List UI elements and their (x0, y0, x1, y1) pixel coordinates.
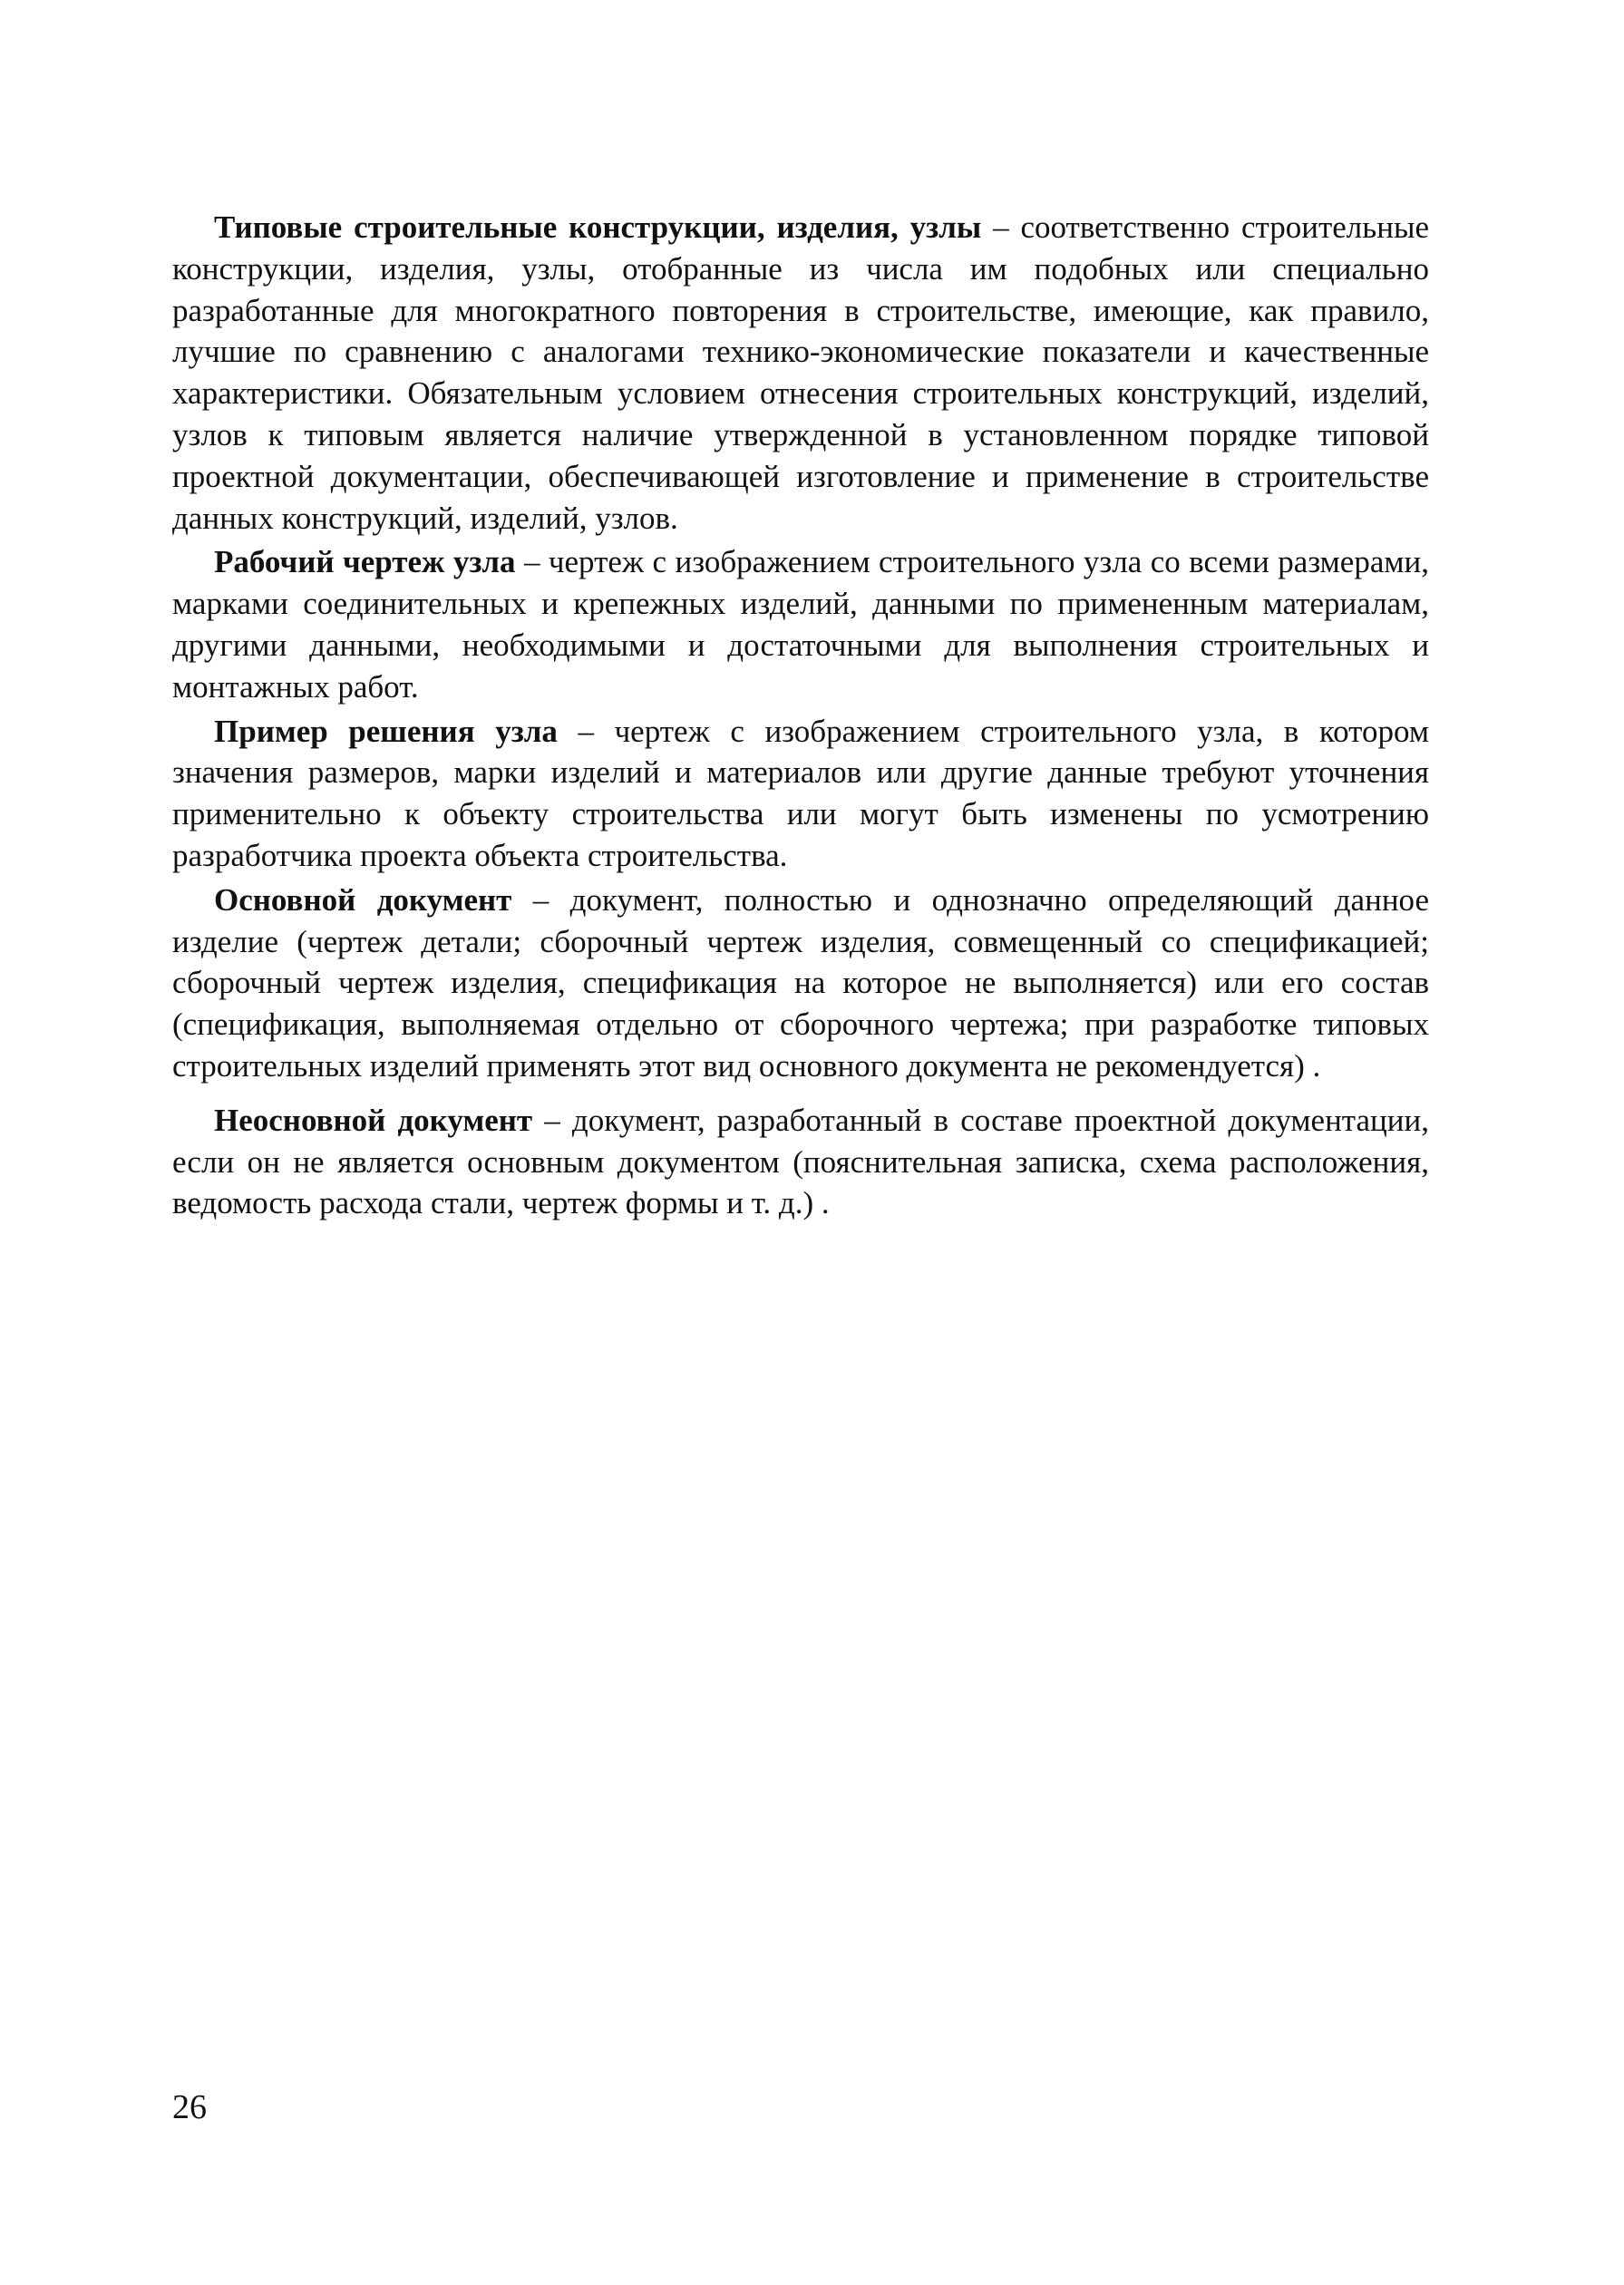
definition-paragraph (172, 541, 1429, 707)
definition-term: Рабочий чертеж узла (214, 544, 516, 580)
definition-text: – документ, полностью и однозначно определяющий данное изделие (чертеж детали; сборочный чертеж изделия, совмещенный со спецификацией; сборочный чертеж изделия, спецификация на которое не выполняется) или его состав (спецификация, выполняемая отдельно от сборочного чертежа; при разработке типовых строительных изделий применять этот вид основного документа не рекомендуется) . (172, 881, 1430, 1084)
definition-text: – чертеж с изображением строительного узла, в котором значения размеров, марки изделий и материалов или другие данные требуют уточнения применительно к объекту строительства или могут быть изменены по усмотрению разработчика проекта объекта строительства. (172, 713, 1429, 873)
definitions-text (172, 207, 1429, 1224)
definition-paragraph (172, 1100, 1429, 1224)
definition-text: – соответственно строительные конструкции, изделия, узлы, отобранные из числа им подобных или специально разработанные для многократного повторения в строительстве, имеющие, как правило, лучшие по сравнению с аналогами технико-экономические показатели и качественные характеристики. Обязательным условием отнесения строительных конструкций, изделий, узлов к типовым является наличие утвержденной в установленном порядке типовой проектной документации, обеспечивающей изготовление и применение в строительстве данных конструкций, изделий, узлов. (172, 209, 1429, 536)
definition-paragraph (172, 880, 1429, 1087)
definition-text: – документ, разработанный в составе проектной документации, если он не является основным документом (пояснительная записка, схема расположения, ведомость расхода стали, чертеж формы и т. д.) . (172, 1102, 1429, 1221)
definition-paragraph (172, 207, 1429, 539)
definition-term: Типовые строительные конструкции, изделия, узлы (214, 209, 982, 245)
definition-text: – чертеж с изображением строительного узла со всеми размерами, марками соединительных и крепежных изделий, данными по примененным материалам, другими данными, необходимыми и достаточными для выполнения строительных и монтажных работ. (172, 544, 1430, 705)
definition-term: Пример решения узла (214, 713, 558, 749)
definition-term: Основной документ (214, 881, 512, 918)
page-number: 26 (172, 2088, 207, 2126)
definition-term: Неосновной документ (214, 1102, 533, 1138)
definition-paragraph (172, 711, 1429, 877)
